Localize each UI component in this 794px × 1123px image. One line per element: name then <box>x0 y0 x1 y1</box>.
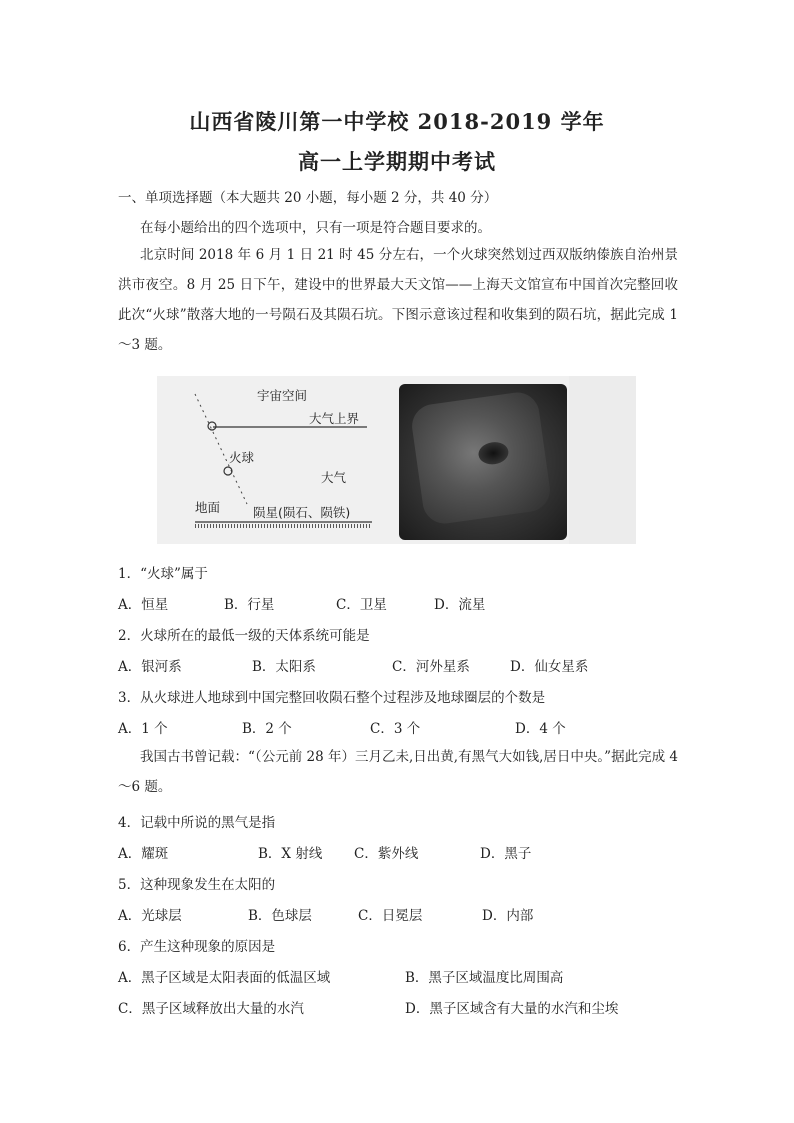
q1-option-d: D．流星 <box>434 597 486 613</box>
label-meteorite: 陨星(陨石、陨铁) <box>253 505 351 520</box>
label-atmosphere: 大气 <box>321 470 347 485</box>
q2-option-c: C．河外星系 <box>392 659 470 675</box>
q5-option-a: A．光球层 <box>118 908 182 924</box>
photo-background-fade <box>569 376 636 544</box>
q5-option-b: B．色球层 <box>248 908 312 924</box>
q3-option-c: C．3 个 <box>370 721 421 737</box>
q1-option-b: B．行星 <box>224 597 275 613</box>
question-3-stem: 3．从火球进人地球到中国完整回收陨石整个过程涉及地球圈层的个数是 <box>118 690 546 706</box>
label-fireball: 火球 <box>229 450 255 465</box>
q4-option-b: B．X 射线 <box>258 846 323 862</box>
meteorite-stone <box>409 390 552 527</box>
q2-option-a: A．银河系 <box>118 659 182 675</box>
label-ground: 地面 <box>195 500 221 515</box>
q6-option-d: D．黑子区域含有大量的水汽和尘埃 <box>405 1001 619 1017</box>
q3-option-a: A．1 个 <box>118 721 168 737</box>
passage-2: 我国古书曾记载：“（公元前 28 年）三月乙未,日出黄,有黑气大如钱,居日中央。”据此完成 4～6 题。 <box>118 749 678 795</box>
fireball-marker-upper <box>208 422 216 430</box>
question-2-stem: 2．火球所在的最低一级的天体系统可能是 <box>118 628 370 644</box>
q6-option-a: A．黑子区域是太阳表面的低温区域 <box>118 970 331 986</box>
meteorite-crater-photo <box>399 384 567 540</box>
section-instruction: 在每小题给出的四个选项中，只有一项是符合题目要求的。 <box>140 220 491 236</box>
q4-option-a: A．耀斑 <box>118 846 169 862</box>
fireball-marker-lower <box>224 467 232 475</box>
section-heading: 一、单项选择题（本大题共 20 小题，每小题 2 分，共 40 分） <box>118 190 498 206</box>
q6-option-b: B．黑子区域温度比周围高 <box>405 970 564 986</box>
trajectory-line <box>195 394 247 504</box>
q5-option-d: D．内部 <box>482 908 534 924</box>
page-title-line1: 山西省陵川第一中学校 2018-2019 学年 <box>189 109 605 134</box>
figure <box>157 376 636 544</box>
q6-option-c: C．黑子区域释放出大量的水汽 <box>118 1001 304 1017</box>
q1-option-c: C．卫星 <box>336 597 387 613</box>
page-title-line2: 高一上学期期中考试 <box>298 149 496 174</box>
label-upper-boundary: 大气上界 <box>309 411 360 426</box>
q4-option-d: D．黑子 <box>480 846 532 862</box>
label-space: 宇宙空间 <box>257 388 308 403</box>
q4-option-c: C．紫外线 <box>354 846 419 862</box>
crater-pit <box>477 440 510 466</box>
q2-option-b: B．太阳系 <box>252 659 316 675</box>
question-4-stem: 4．记载中所说的黑气是指 <box>118 815 276 831</box>
question-6-stem: 6．产生这种现象的原因是 <box>118 939 276 955</box>
q5-option-c: C．日冕层 <box>358 908 423 924</box>
question-5-stem: 5．这种现象发生在太阳的 <box>118 877 276 893</box>
passage-1: 北京时间 2018 年 6 月 1 日 21 时 45 分左右，一个火球突然划过西双版纳傣族自治州景洪市夜空。8 月 25 日下午，建设中的世界最大天文馆——上海天文馆宣布中国首次完整回收此次“火球”散落大地的一号陨石及其陨石坑。下图示意该过程和收集到的陨石坑，据此完成 1～3 题。 <box>118 247 678 353</box>
fireball-diagram <box>157 376 392 544</box>
question-1-stem: 1．“火球”属于 <box>118 566 208 582</box>
q1-option-a: A．恒星 <box>118 597 169 613</box>
q2-option-d: D．仙女星系 <box>510 659 589 675</box>
q3-option-d: D．4 个 <box>515 721 566 737</box>
q3-option-b: B．2 个 <box>242 721 292 737</box>
